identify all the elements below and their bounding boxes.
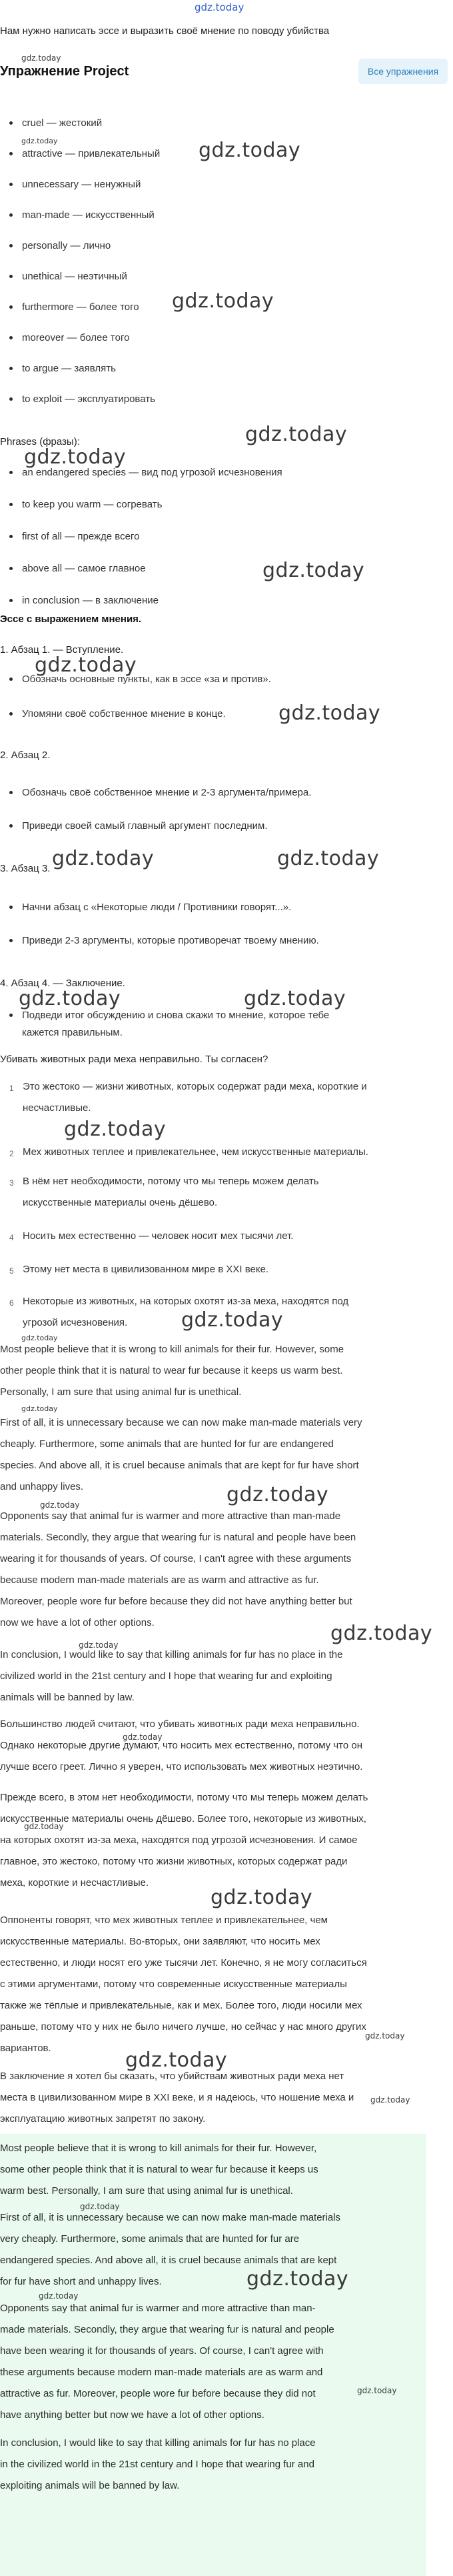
essay-en-paragraph-1: Most people believe that it is wrong to kill animals for their fur. However, some other people think that it is natural to wear fur because it keeps us warm best. Personally, I am sure that using animal fur is unethical. <box>0 1344 344 1398</box>
watermark-top: gdz.today <box>195 1 244 13</box>
answer-paragraph-2: First of all, it is unnecessary because we can now make man-made materials very cheaply. Furthermore, some animals that are hunted for fur are endangered species. And above all, it is cruel because animals that are kept for fur have short and unhappy lives. <box>0 2212 341 2287</box>
list-item: 2 Мех животных теплее и привлекательнее, чем искусственные материалы. <box>9 1146 368 1158</box>
list-item: Начни абзац с «Некоторые люди / Противники говорят...». <box>9 902 291 913</box>
watermark: gdz.today <box>35 654 137 677</box>
watermark: gdz.today <box>80 2202 120 2211</box>
watermark: gdz.today <box>79 1640 119 1650</box>
bullet-icon <box>9 471 13 474</box>
watermark: gdz.today <box>21 53 61 63</box>
watermark: gdz.today <box>246 2267 349 2291</box>
bullet-icon <box>9 367 13 370</box>
watermark: gdz.today <box>21 137 58 145</box>
essay-plan-heading: Эссе с выражением мнения. <box>0 613 142 625</box>
watermark: gdz.today <box>211 1886 313 1909</box>
bullet-icon <box>9 213 13 217</box>
watermark: gdz.today <box>19 987 121 1010</box>
bullet-icon <box>9 1014 13 1017</box>
list-item: Приведи 2-3 аргументы, которые противоречат твоему мнению. <box>9 935 319 946</box>
answer-paragraph-3: Opponents say that animal fur is warmer and more attractive than man- made materials. Secondly, they argue that wearing fur is natural and people have been wearing it for thousands of years. Of course, I can't agree with these arguments because modern man-made materials are as warm and attractive as fur. Moreover, people wore fur before because they did not have anything better but now we have a lot of other options. <box>0 2303 334 2421</box>
watermark: gdz.today <box>21 1334 58 1342</box>
list-item: unnecessary — ненужный <box>9 179 141 190</box>
list-item: to exploit — эксплуатировать <box>9 393 155 405</box>
list-item: 4 Носить мех естественно — человек носит мех тысячи лет. <box>9 1230 294 1242</box>
watermark: gdz.today <box>24 445 127 469</box>
bullet-icon <box>9 336 13 339</box>
bullet-icon <box>9 183 13 186</box>
list-item: Обозначь своё собственное мнение и 2-3 аргумента/примера. <box>9 787 311 798</box>
bullet-icon <box>9 152 13 155</box>
watermark: gdz.today <box>244 987 346 1010</box>
watermark: gdz.today <box>24 1822 64 1831</box>
list-item: moreover — более того <box>9 332 129 343</box>
list-item: personally — лично <box>9 240 111 251</box>
watermark: gdz.today <box>245 423 348 446</box>
answer-paragraph-4: In conclusion, I would like to say that killing animals for fur has no place in the civilized world in the 21st century and I hope that wearing fur and exploiting animals will be banned by law. <box>0 2437 316 2491</box>
list-item: Приведи своей самый главный аргумент последним. <box>9 820 268 832</box>
watermark: gdz.today <box>365 2031 405 2041</box>
list-item: unethical — неэтичный <box>9 271 127 282</box>
watermark: gdz.today <box>172 289 274 313</box>
watermark: gdz.today <box>123 1732 163 1742</box>
bullet-icon <box>9 535 13 538</box>
essay-en-paragraph-4: In conclusion, I would like to say that killing animals for fur has no place in the civilized world in the 21st century and I hope that wearing fur and exploiting animals will be banned by law. <box>0 1649 343 1703</box>
bullet-icon <box>9 939 13 942</box>
bullet-icon <box>9 305 13 309</box>
watermark: gdz.today <box>262 559 365 582</box>
list-item: Упомяни своё собственное мнение в конце. <box>9 708 226 720</box>
list-item: 5 Этому нет места в цивилизованном мире в XXI веке. <box>9 1264 269 1276</box>
bullet-icon <box>9 397 13 401</box>
answer-block <box>0 2134 426 2576</box>
list-item: to keep you warm — согревать <box>9 499 162 510</box>
paragraph-2-heading: 2. Абзац 2. <box>0 750 51 761</box>
list-item-continued: кажется правильным. <box>22 1027 123 1038</box>
watermark: gdz.today <box>226 1483 329 1506</box>
watermark: gdz.today <box>21 1404 58 1413</box>
list-item: man-made — искусственный <box>9 209 155 221</box>
top-note: Нам нужно написать эссе и выразить своё мнение по поводу убийства <box>0 25 330 37</box>
all-exercises-button[interactable]: Все упражнения <box>358 59 448 84</box>
list-item: first of all — прежде всего <box>9 531 139 542</box>
exercise-title: Упражнение Project <box>0 64 129 79</box>
bullet-icon <box>9 712 13 716</box>
watermark: gdz.today <box>181 1308 284 1332</box>
watermark: gdz.today <box>199 139 301 162</box>
essay-ru-paragraph-1: Большинство людей считают, что убивать животных ради меха неправильно. Однако некоторые другие думают, что носить мех естественно, потому что он лучше всего греет. Лично я уверен, что использовать мех животных неэтично. <box>0 1718 363 1772</box>
watermark: gdz.today <box>357 2386 397 2395</box>
list-item: an endangered species — вид под угрозой исчезновения <box>9 467 282 478</box>
list-item: Обозначь основные пункты, как в эссе «за и против». <box>9 674 271 685</box>
answer-paragraph-1: Most people believe that it is wrong to kill animals for their fur. However, some other people think that it is natural to wear fur because it keeps us warm best. Personally, I am sure that using animal fur is unethical. <box>0 2143 318 2197</box>
list-item: Подведи итог обсуждению и снова скажи то мнение, которое тебе <box>9 1010 329 1021</box>
essay-ru-paragraph-3: Оппоненты говорят, что мех животных теплее и привлекательнее, чем искусственные материалы. Во-вторых, они заявляют, что носить мех естественно, и люди носят его уже тысячи лет. Конечно, я не могу согласиться с этими аргументами, потому что современные искусственные материалы также же тёплые и привлекательные, как и мех. Более того, люди носили мех раньше, потому что у них не было ничего лучше, но сейчас у нас много других вариантов. <box>0 1914 367 2054</box>
bullet-icon <box>9 906 13 909</box>
paragraph-3-heading: 3. Абзац 3. <box>0 863 51 874</box>
watermark: gdz.today <box>278 702 381 725</box>
phrases-heading: Phrases (фразы): <box>0 436 80 447</box>
watermark: gdz.today <box>39 2291 79 2301</box>
list-item: cruel — жестокий <box>9 117 102 129</box>
watermark: gdz.today <box>40 1500 80 1510</box>
bullet-icon <box>9 599 13 602</box>
essay-ru-paragraph-2: Прежде всего, в этом нет необходимости, потому что мы теперь можем делать искусственные материалы очень дёшево. Более того, некоторые из животных, на которых охотят из-за меха, находятся под угрозой исчезновения. И самое главное, это жестоко, потому что жизни животных, которых содержат ради меха, короткие и несчастливые. <box>0 1792 368 1888</box>
essay-en-paragraph-2: First of all, it is unnecessary because we can now make man-made materials very cheaply. Furthermore, some animals that are hunted for fur are endangered species. And above all, it is cruel because animals that are kept for fur have short and unhappy lives. <box>0 1417 362 1492</box>
list-item: attractive — привлекательный <box>9 148 160 159</box>
essay-en-paragraph-3: Opponents say that animal fur is warmer and more attractive than man-made materials. Secondly, they argue that wearing fur is natural and people have been wearing it for thousands of years. Of course, I can't agree with these arguments because modern man-made materials are as warm and attractive as fur. Moreover, people wore fur before because they did not have anything better but now we have a lot of other options. <box>0 1510 356 1628</box>
watermark: gdz.today <box>125 2049 228 2072</box>
list-item: furthermore — более того <box>9 301 139 313</box>
question: Убивать животных ради меха неправильно. Ты согласен? <box>0 1054 268 1065</box>
list-item: above all — самое главное <box>9 563 146 574</box>
essay-ru-paragraph-4: В заключение я хотел бы сказать, что убийствам животных ради меха нет места в цивилизованном мире в XXI веке, и я надеюсь, что ношение меха и эксплуатацию животных запретят по закону. <box>0 2071 354 2125</box>
bullet-icon <box>9 121 13 125</box>
watermark: gdz.today <box>52 847 155 870</box>
list-item: 1 Это жестоко — жизни животных, которых содержат ради меха, короткие и несчастливые. <box>9 1081 367 1114</box>
bullet-icon <box>9 824 13 828</box>
list-item: to argue — заявлять <box>9 363 116 374</box>
bullet-icon <box>9 567 13 570</box>
watermark: gdz.today <box>330 1622 433 1645</box>
bullet-icon <box>9 503 13 506</box>
bullet-icon <box>9 791 13 794</box>
list-item: in conclusion — в заключение <box>9 595 159 606</box>
watermark: gdz.today <box>370 2095 410 2105</box>
bullet-icon <box>9 275 13 278</box>
list-item: 3 В нём нет необходимости, потому что мы теперь можем делать искусственные материалы очень дёшево. <box>9 1176 319 1208</box>
list-item: 6 Некоторые из животных, на которых охотят из-за меха, находятся под угрозой исчезновения. <box>9 1296 349 1328</box>
paragraph-4-heading: 4. Абзац 4. — Заключение. <box>0 978 125 989</box>
bullet-icon <box>9 244 13 247</box>
watermark: gdz.today <box>277 847 380 870</box>
bullet-icon <box>9 678 13 681</box>
watermark: gdz.today <box>64 1118 167 1141</box>
paragraph-1-heading: 1. Абзац 1. — Вступление. <box>0 644 124 656</box>
